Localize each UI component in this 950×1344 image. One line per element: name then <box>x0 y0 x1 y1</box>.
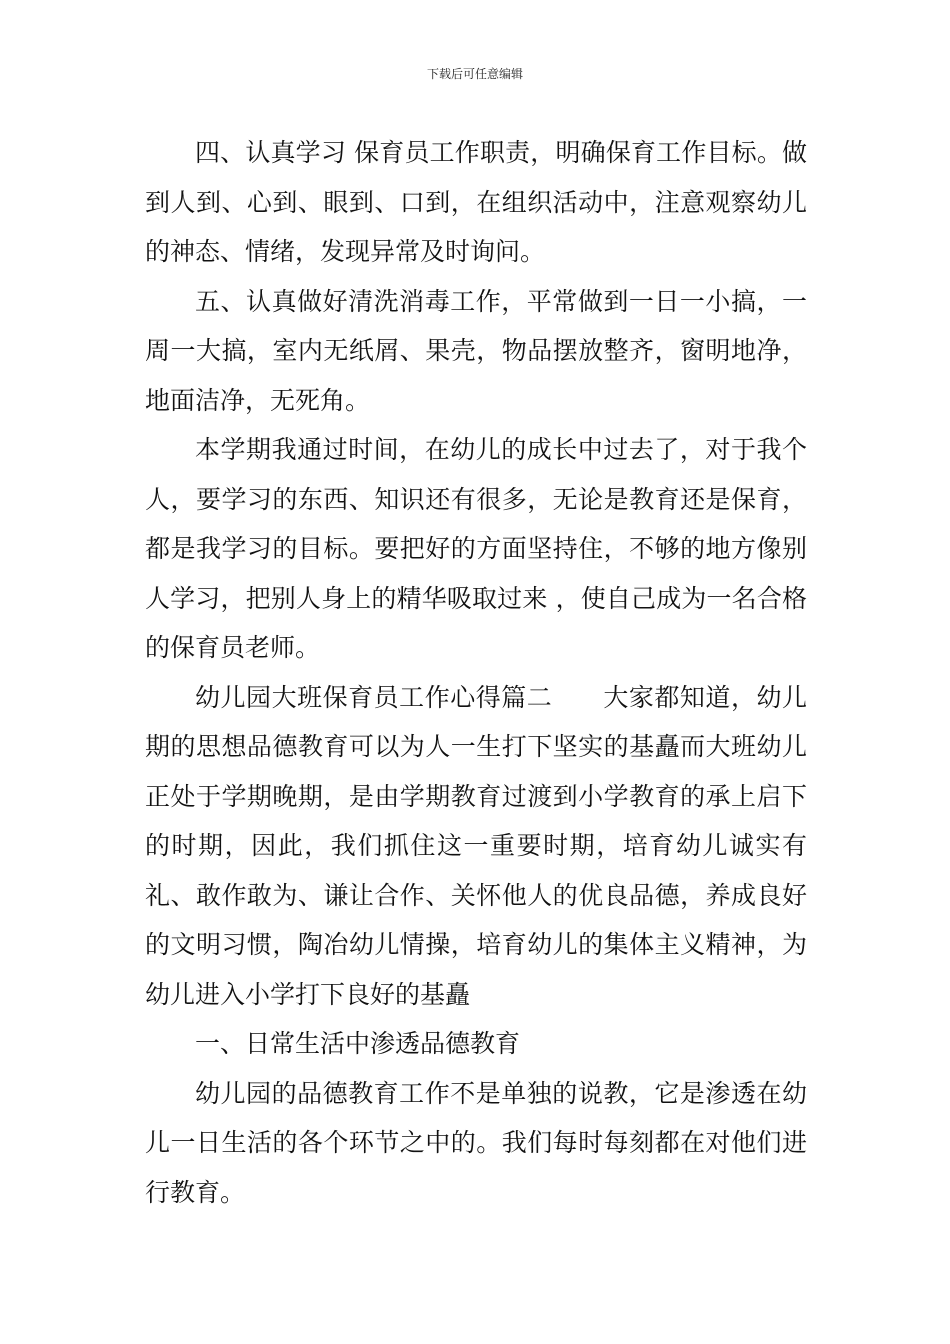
paragraph-moral-education: 幼儿园的品德教育工作不是单独的说教，它是渗透在幼儿一日生活的各个环节之中的。我们每时每刻都在对他们进行教育。 <box>145 1078 807 1207</box>
paragraph-part-two-intro: 幼儿园大班保育员工作心得篇二 大家都知道，幼儿期的思想品德教育可以为人一生打下坚实的基矗而大班幼儿正处于学期晚期，是由学期教育过渡到小学教育的承上启下的时期，因此，我们抓住这一重要时期，培育幼儿诚实有礼、敢作敢为、谦让合作、关怀他人的优良品德，养成良好的文明习惯，陶冶幼儿情操，培育幼儿的集体主义精神，为幼儿进入小学打下良好的基矗 <box>145 682 807 1009</box>
paragraph-cleaning: 五、认真做好清洗消毒工作，平常做到一日一小搞，一周一大搞，室内无纸屑、果壳，物品摆放整齐，窗明地净，地面洁净，无死角。 <box>145 286 807 415</box>
paragraph-duty-study: 四、认真学习 保育员工作职责，明确保育工作目标。做到人到、心到、眼到、口到，在组织活动中，注意观察幼儿的神态、情绪，发现异常及时询问。 <box>145 138 807 266</box>
paragraph-semester-summary: 本学期我通过时间，在幼儿的成长中过去了，对于我个人，要学习的东西、知识还有很多，无论是教育还是保育，都是我学习的目标。要把好的方面坚持住，不够的地方像别人学习，把别人身上的精华吸取过来 ，使自己成为一名合格的保育员老师。 <box>145 435 807 662</box>
section-heading-daily-life: 一、日常生活中渗透品德教育 <box>195 1029 521 1058</box>
page-header: 下载后可任意编辑 <box>426 67 523 81</box>
document-body <box>145 128 807 1217</box>
